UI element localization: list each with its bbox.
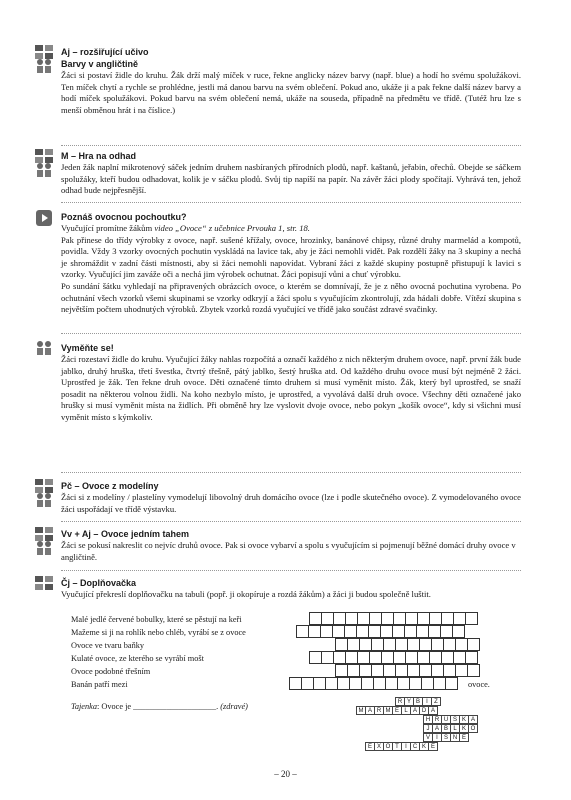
section-aj <box>61 46 521 116</box>
solution-letter: O <box>468 724 478 733</box>
section-m <box>61 150 521 197</box>
section-text: Pak přinese do třídy výrobky z ovoce, např. sušené křížaly, ovoce, hrozinky, banánové chipsy, různé druhy marmelád a kompotů, povidla. Vždy 3 vzorky ovocných pochutin vyskládá na lavice tak, aby je žáci nemohli vidět. Pak rozdělí žáky na 3 skupiny a nechá je shromáždit v zadní části místnosti, aby si žáci nemohli napovídat. Vybraní žáci z každé skupiny postupně přistupují k lavici s vzorky. Vyučující jim zaváže oči a nechá jim výrobek ochutnat. Žáci popisují vůni a chuť výrobku. <box>61 234 521 280</box>
solution-letter: S <box>450 715 460 724</box>
solution-letter: V <box>423 733 433 742</box>
section-video <box>61 211 521 316</box>
tajenka-label: Tajenka <box>71 702 97 711</box>
divider <box>61 521 521 522</box>
solution-letter: N <box>450 733 460 742</box>
solution-letter: C <box>410 742 420 751</box>
solution-letter: O <box>383 742 393 751</box>
section-heading: Poznáš ovocnou pochoutku? <box>61 212 187 222</box>
solution-letter: B <box>413 697 423 706</box>
section-heading: Vv + Aj – Ovoce jedním tahem <box>61 529 189 539</box>
crossword-row6-suffix: ovoce. <box>468 680 490 689</box>
solution-letter: A <box>365 706 375 715</box>
divider <box>61 145 521 146</box>
page-number: – 20 – <box>274 769 297 779</box>
section-heading: Aj – rozšiřující učivo <box>61 47 149 57</box>
solution-letter: J <box>423 724 433 733</box>
solution-row <box>424 724 478 733</box>
crossword-clue: Kulaté ovoce, ze kterého se vyrábí mošt <box>71 654 204 663</box>
video-intro <box>61 223 521 235</box>
video-icon <box>34 209 55 227</box>
solution-letter: E <box>392 706 402 715</box>
section-heading: Pč – Ovoce z modelíny <box>61 481 159 491</box>
section-text: Jeden žák naplní mikrotenový sáček jedním druhem nasbíraných přírodních plodů, např. kaštanů, jeřabin, ořechů. Obejde se sáčkem spolužáky, kteří budou odhadovat, kolik je v sáčku plodů. Svůj tip napíší na papír. Na závěr žáci plody spočítají. Vyhrává ten, jehož odhad bude nejpřesnější. <box>61 162 521 196</box>
section-text: Žáci si postaví židle do kruhu. Žák drží malý míček v ruce, řekne anglicky název barvy (např. blue) a hodí ho svému spolužákovi. Ten míček chytí a rychle se prohlédne, jestli má danou barvu na svém oblečení. Pokud ano, ukáže ji a pak řekne další název barvy a hodí míček spolužákovi. Pokud barvu na svém oblečení nemá, ukáže na souseda, případně na předmětu ve třídě. (Tutéž hru lze s menší obměnou hrát i na číslice.) <box>61 70 521 115</box>
crossword-cell[interactable] <box>445 677 458 690</box>
solution-row <box>357 706 438 715</box>
solution-row <box>366 742 438 751</box>
solution-letter: K <box>459 715 469 724</box>
crossword-cell[interactable] <box>452 625 465 638</box>
solution-letter: X <box>374 742 384 751</box>
solution-letter: I <box>432 733 442 742</box>
solution-letter: T <box>392 742 402 751</box>
solution-letter: Y <box>404 697 414 706</box>
solution-letter: D <box>419 706 429 715</box>
divider <box>61 333 521 334</box>
crossword-row <box>297 625 465 638</box>
section-text: Žáci rozestaví židle do kruhu. Vyučující žáky nahlas rozpočítá a označí každého z nich některým druhem ovoce, např. první žák bude jablko, druhý hruška, třetí švestka, čtvrtý třešně, pátý jablko, šestý hruška atd. Od každého druhu ovoce musí být nejméně 2 žáci. Uprostřed je žák. Ten řekne druh ovoce. Děti označené tímto druhem si musí vyměnit místo. Žák, který byl uprostřed, se snaží posadit na některou volnou židli. Na koho nezbylo místo, je uprostřed, a vyvolává další druh ovoce. Všechny děti označené jako hrušky si musí vyměnit místa na židlích. Při obměně hry lze vyslovit dvoje ovoce, nebo pokyn „košík ovoce“, kdy si všichni musí vyměnit místo s kýmkoliv. <box>61 354 521 422</box>
solution-letter: I <box>401 742 411 751</box>
solution-letter: M <box>356 706 366 715</box>
crossword-row <box>310 612 478 625</box>
children-icon <box>34 340 55 356</box>
solution-letter: A <box>468 715 478 724</box>
divider <box>61 472 521 473</box>
crossword-cell[interactable] <box>467 664 480 677</box>
children-icon <box>34 492 55 508</box>
tajenka-hint: (zdravé) <box>220 702 248 711</box>
tajenka-line <box>71 701 248 712</box>
solution-letter: E <box>428 742 438 751</box>
section-cj <box>61 577 521 601</box>
crossword-clue: Ovoce ve tvaru baňky <box>71 641 145 650</box>
solution-letter: L <box>450 724 460 733</box>
crossword-cell[interactable] <box>467 638 480 651</box>
section-pc <box>61 480 521 515</box>
section-heading: M – Hra na odhad <box>61 151 137 161</box>
solution-letter: E <box>365 742 375 751</box>
solution-letter: R <box>432 715 442 724</box>
solution-letter: B <box>441 724 451 733</box>
section-text: Žáci se pokusí nakreslit co nejvíc druhů ovoce. Pak si ovoce vybarví a spolu s vyučujícím si pojmenují běžné domácí druhy ovoce v angličtině. <box>61 540 516 562</box>
solution-letter: E <box>459 733 469 742</box>
section-heading: Čj – Doplňovačka <box>61 578 137 588</box>
crossword-cell[interactable] <box>465 612 478 625</box>
crossword-clue: Banán patří mezi <box>71 680 128 689</box>
crossword-cell[interactable] <box>465 651 478 664</box>
solution-row <box>424 733 469 742</box>
solution-letter: A <box>432 724 442 733</box>
children-icon <box>34 162 55 178</box>
solution-letter: R <box>395 697 405 706</box>
solution-letter: U <box>441 715 451 724</box>
section-subheading: Barvy v angličtině <box>61 59 139 69</box>
solution-letter: K <box>459 724 469 733</box>
crossword-clue: Ovoce podobné třešním <box>71 667 151 676</box>
section-vymente <box>61 342 521 424</box>
children-icon <box>34 58 55 74</box>
section-text: Vyučující překreslí doplňovačku na tabuli (popř. ji okopíruje a rozdá žákům) a žáci ji budou společně luštit. <box>61 589 431 599</box>
divider <box>61 202 521 203</box>
video-reference: video „Ovoce“ z učebnice Prvouka 1, str. 18. <box>154 223 310 233</box>
intro-text: Vyučující promítne žákům <box>61 223 155 233</box>
solution-letter: R <box>374 706 384 715</box>
solution-letter: S <box>441 733 451 742</box>
solution-letter: H <box>423 715 433 724</box>
section-heading: Vyměňte se! <box>61 343 114 353</box>
solution-letter: A <box>410 706 420 715</box>
divider <box>61 570 521 571</box>
section-text: Žáci si z modelíny / plastelíny vymodelují libovolný druh domácího ovoce (lze i podle skutečného ovoce). Z vymodelovaného ovoce žáci uspořádají ve třídě výstavku. <box>61 492 521 514</box>
crossword-row <box>310 651 478 664</box>
crossword-row <box>336 664 480 677</box>
children-icon <box>34 540 55 556</box>
crossword-row <box>336 638 480 651</box>
solution-letter: K <box>419 742 429 751</box>
crossword-row <box>290 677 458 690</box>
solution-letter: I <box>422 697 432 706</box>
solution-letter: M <box>383 706 393 715</box>
tajenka-text: : Ovoce je ____________________. <box>96 702 221 711</box>
solution-row <box>396 697 441 706</box>
solution-letter: A <box>428 706 438 715</box>
puzzle-icon <box>34 575 55 591</box>
solution-row <box>424 715 478 724</box>
crossword-clue: Mažeme si ji na rohlík nebo chléb, vyrábí se z ovoce <box>71 628 246 637</box>
section-vv <box>61 528 521 563</box>
crossword-clue: Malé jedlé červené bobulky, které se pěstují na keři <box>71 615 242 624</box>
solution-letter: Z <box>431 697 441 706</box>
section-text-2: Po sundání šátku vyhledají na připravených obrázcích ovoce, o kterém se domnívají, že je z něho ovocná pochutina vyrobena. Po ochutnání všech vzorků všemi skupinami se vzorky odkryjí a žáci spolu s vyučujícím zkontrolují, zda hádali dobře. Vítězí skupina s největším počtem uhodnutých výrobků. Zbytek vzorků rozdá vyučující ve třídě jako součást zdravé svačinky. <box>61 280 521 315</box>
solution-letter: L <box>401 706 411 715</box>
